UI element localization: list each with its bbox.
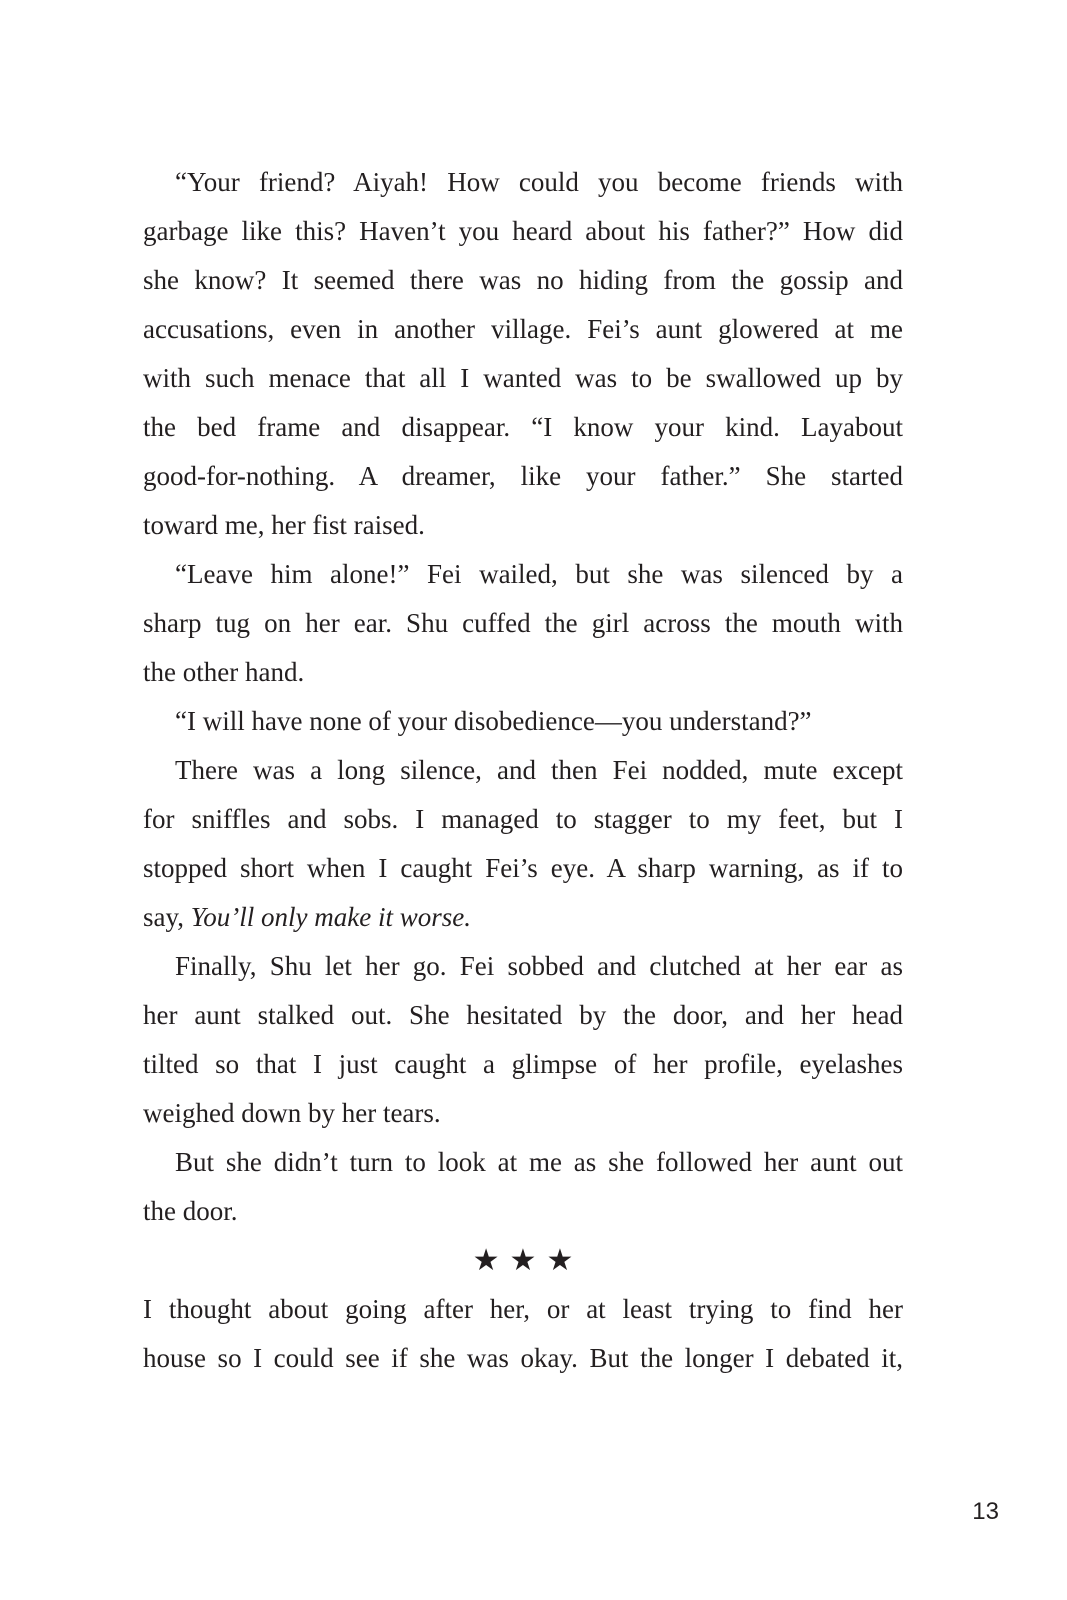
text-line: say, You’ll only make it worse. xyxy=(143,902,471,932)
text-line: toward me, her fist raised. xyxy=(143,510,425,540)
text-line: “Your friend? Aiyah! How could you become friends with xyxy=(175,167,903,197)
paragraph xyxy=(143,746,903,942)
text-line: house so I could see if she was okay. But the longer I debated it, xyxy=(143,1343,903,1373)
text-line: stopped short when I caught Fei’s eye. A sharp warning, as if to xyxy=(143,853,903,883)
text-line: the bed frame and disappear. “I know your kind. Layabout xyxy=(143,412,903,442)
paragraph xyxy=(143,697,903,746)
paragraph xyxy=(143,1138,903,1236)
text-line: tilted so that I just caught a glimpse of her profile, eyelashes xyxy=(143,1049,903,1079)
text-line: the door. xyxy=(143,1196,238,1226)
text-line: Finally, Shu let her go. Fei sobbed and clutched at her ear as xyxy=(175,951,903,981)
text-line: with such menace that all I wanted was to be swallowed up by xyxy=(143,363,903,393)
paragraph xyxy=(143,942,903,1138)
paragraph xyxy=(143,1285,903,1383)
scene-break-stars: ★★★ xyxy=(472,1243,584,1278)
page-number: 13 xyxy=(972,1498,999,1525)
text-line: good-for-nothing. A dreamer, like your father.” She started xyxy=(143,461,903,491)
paragraph xyxy=(143,550,903,697)
text-line: for sniffles and sobs. I managed to stagger to my feet, but I xyxy=(143,804,903,834)
text-line: sharp tug on her ear. Shu cuffed the girl across the mouth with xyxy=(143,608,903,638)
text-line: “I will have none of your disobedience—you understand?” xyxy=(175,706,812,736)
text-line: she know? It seemed there was no hiding from the gossip and xyxy=(143,265,903,295)
text-line: But she didn’t turn to look at me as she followed her aunt out xyxy=(175,1147,903,1177)
page-body xyxy=(143,158,903,1383)
text-line: accusations, even in another village. Fei’s aunt glowered at me xyxy=(143,314,903,344)
text-line: weighed down by her tears. xyxy=(143,1098,441,1128)
text-line: her aunt stalked out. She hesitated by the door, and her head xyxy=(143,1000,903,1030)
text-line: There was a long silence, and then Fei nodded, mute except xyxy=(175,755,903,785)
paragraph xyxy=(143,158,903,550)
text-line: the other hand. xyxy=(143,657,305,687)
text-line: I thought about going after her, or at least trying to find her xyxy=(143,1294,903,1324)
text-line: garbage like this? Haven’t you heard about his father?” How did xyxy=(143,216,903,246)
italic-text: You’ll only make it worse. xyxy=(190,902,471,932)
text-line: “Leave him alone!” Fei wailed, but she was silenced by a xyxy=(175,559,903,589)
